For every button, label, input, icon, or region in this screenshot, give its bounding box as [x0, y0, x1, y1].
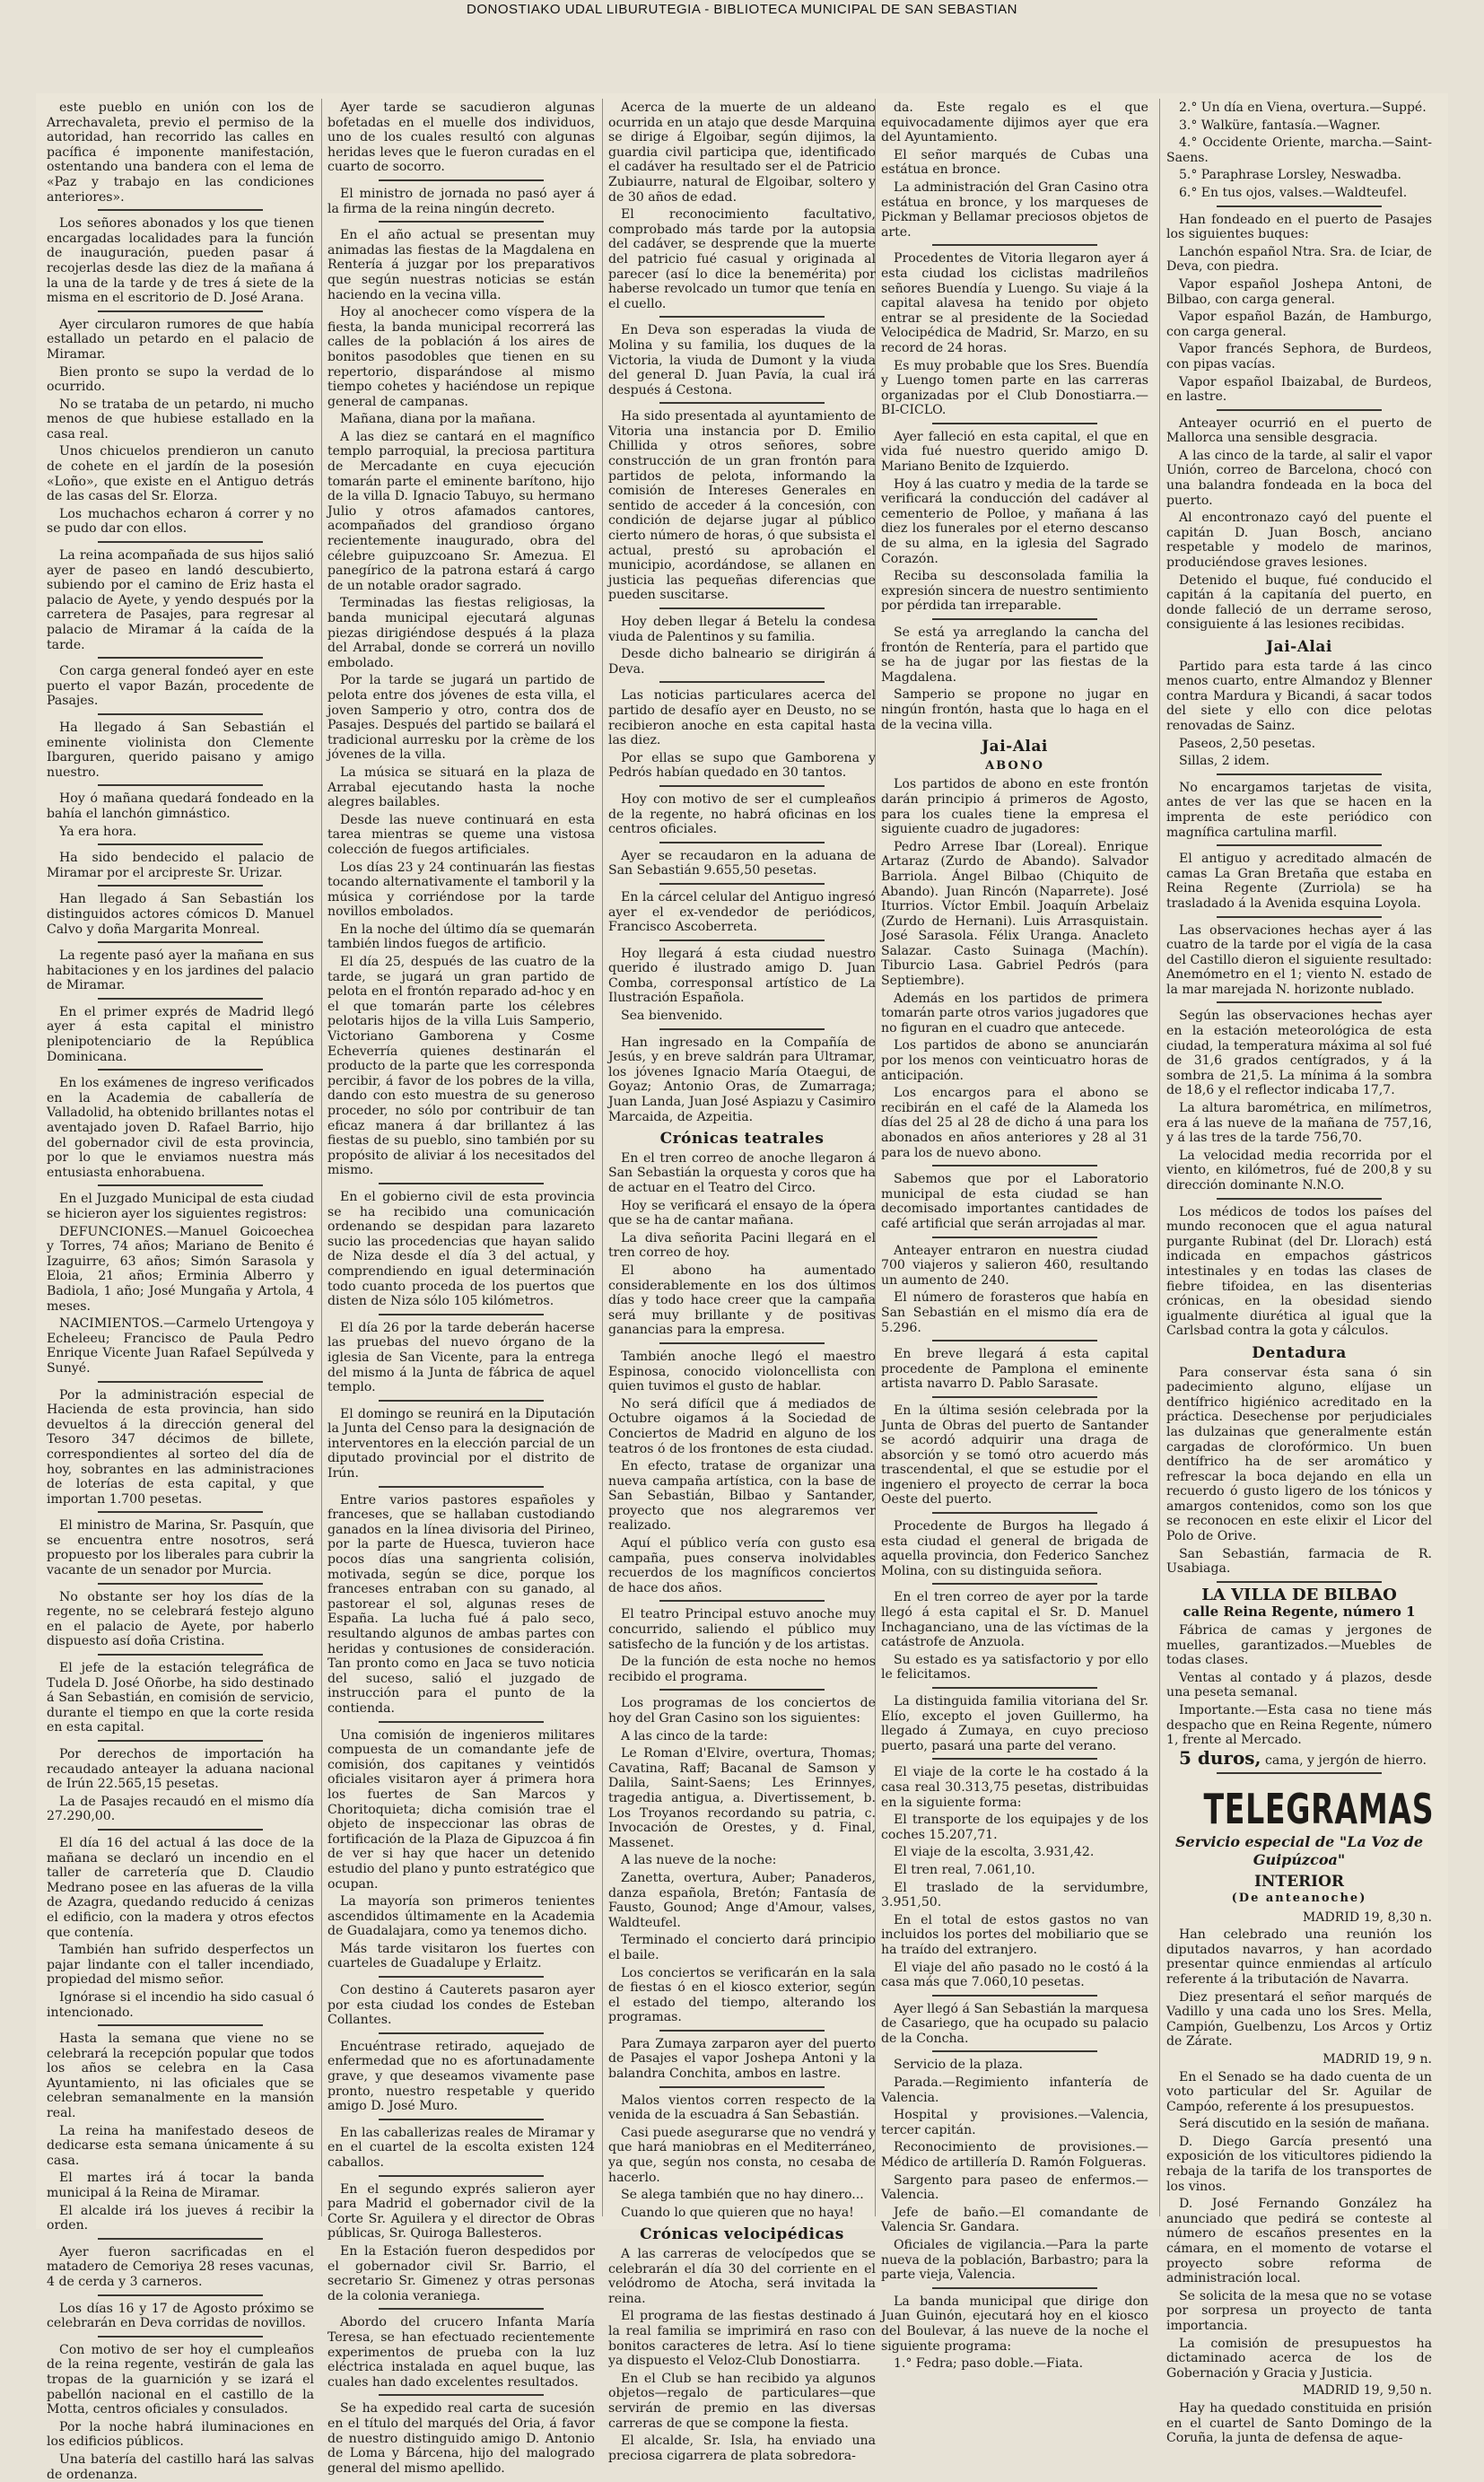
- separator: [932, 1512, 1098, 1514]
- separator: [932, 1995, 1098, 1997]
- paragraph: Más tarde visitaron los fuertes con cuarteles de Guadalupe y Erlaitz.: [327, 1941, 595, 1971]
- paragraph: Por ellas se supo que Gamborena y Pedrós habían quedado en 30 tantos.: [608, 750, 876, 781]
- paragraph: Con destino á Cauterets pasaron ayer por esta ciudad los condes de Esteban Collantes.: [327, 1983, 595, 2028]
- paragraph: Ha sido bendecido el palacio de Miramar por el arcipreste Sr. Urizar.: [47, 851, 314, 880]
- paragraph: La reina ha manifestado deseos de dedicarse esta semana únicamente á su casa.: [47, 2123, 314, 2168]
- paragraph: En la última sesión celebrada por la Junta de Obras del puerto de Santander se acordó adquirir una draga de absorción y se tomó otro acuerdo más trascendental, el que se estudie por el ingeniero el proyecto de cerrar la boca Oeste del puerto.: [881, 1403, 1148, 1508]
- ad-title: LA VILLA DE BILBAO: [1201, 1585, 1397, 1604]
- paragraph: Los partidos de abono en este frontón darán principio á primeros de Agosto, para los cuales tiene la empresa el siguiente cuadro de jugadores:: [881, 777, 1148, 837]
- paragraph: El programa de las fiestas destinado á la real familia se imprimirá en raso con bonitos caracteres de letra. Así lo tiene ya dispuesto el Veloz-Club Donostiarra.: [608, 2309, 876, 2369]
- paragraph: No obstante ser hoy los días de la regente, no se celebrará festejo alguno en el palacio de Ayete, por haberlo dispuesto así doña Cristina.: [47, 1589, 314, 1649]
- separator: [932, 244, 1098, 246]
- paragraph: La comisión de presupuestos ha dictaminado acerca de los de Gobernación y Gracia y Justicia.: [1166, 2336, 1432, 2381]
- paragraph: Los encargos para el abono se recibirán en el café de la Alameda los días del 25 al 28 de dicho á una para los abonados en años anteriores y 28 al 31 para los de nuevo abono.: [881, 1086, 1148, 1160]
- paragraph: Es muy probable que los Sres. Buendía y Luengo tomen parte en las carreras organizadas por el Club Donostiarra.—BI-CICLO.: [881, 358, 1148, 418]
- separator: [98, 784, 264, 786]
- paragraph: El alcalde, Sr. Isla, ha enviado una preciosa cigarrera de plata sobredora-: [608, 2434, 876, 2463]
- paragraph: El señor marqués de Cubas una estátua en bronce.: [881, 147, 1148, 178]
- separator: [379, 2119, 545, 2120]
- paragraph: El viaje del año pasado no le costó á la casa más que 7.060,10 pesetas.: [881, 1960, 1148, 1990]
- paragraph: En breve llegará á esta capital procedente de Pamplona el eminente artista navarro D. Pablo Sarasate.: [881, 1347, 1148, 1392]
- paragraph: En la noche del último día se quemarán también lindos fuegos de artificio.: [327, 922, 595, 952]
- paragraph: Hoy deben llegar á Betelu la condesa viuda de Palentinos y su familia.: [608, 615, 876, 644]
- section-heading: Jai-Alai: [1266, 638, 1332, 656]
- paragraph: Terminado el concierto dará principio el baile.: [608, 1933, 876, 1962]
- separator: [659, 2086, 825, 2088]
- program-item: 2.° Un día en Viena, overtura.—Suppé.: [1179, 101, 1427, 115]
- separator: [379, 179, 545, 181]
- paragraph: Los señores abonados y los que tienen encargadas localidades para la función de inauguración, pueden pasar á recojerlas desde las diez de la mañana á la una de la tarde y de tres á siete de la misma en el escritorio de D. José Arana.: [47, 216, 314, 306]
- paragraph: Hoy ó mañana quedará fondeado en la bahía el lanchón gimnástico.: [47, 791, 314, 821]
- paragraph: Desde dicho balneario se dirigirán á Deva.: [608, 647, 876, 677]
- separator: [1217, 409, 1382, 411]
- paragraph: Unos chicuelos prendieron un canuto de cohete en el jardín de la posesión «Loño», que existe en el Antiguo detrás de las casas del Sr. Elorza.: [47, 444, 314, 504]
- paragraph: Hoy á las cuatro y media de la tarde se verificará la conducción del cadáver al cementerio de Polloe, y mañana á las diez los funerales por el eterno descanso de su alma, en la iglesia del Sagrado Corazón.: [881, 476, 1148, 566]
- paragraph: Vapor español Bazán, de Hamburgo, con carga general.: [1166, 310, 1432, 339]
- paragraph: El alcalde irá los jueves á recibir la orden.: [47, 2203, 314, 2233]
- dateline: MADRID 19, 9,50 n.: [1302, 2383, 1432, 2399]
- paragraph: Paseos, 2,50 pesetas.: [1179, 736, 1316, 751]
- paragraph: En el total de estos gastos no van incluidos los portes del mobiliario que se ha traído del extranjero.: [881, 1912, 1148, 1957]
- paragraph: A las carreras de velocípedos que se celebrarán el día 30 del corriente en el velódromo de Atocha, será invitada la reina.: [608, 2247, 876, 2306]
- ad-subtitle: calle Reina Regente, número 1: [1183, 1604, 1416, 1621]
- separator: [98, 2238, 264, 2240]
- separator: [98, 1829, 264, 1831]
- paragraph: También anoche llegó el maestro Espinosa, conocido violoncellista con quien tuvimos el gusto de hablar.: [608, 1349, 876, 1394]
- paragraph: Servicio de la plaza.: [894, 2058, 1024, 2073]
- paragraph: En la Estación fueron despedidos por el gobernador civil Sr. Barrio, el secretario Sr. Gimenez y otras personas de la colonia veraniega.: [327, 2243, 595, 2303]
- telegrams-subsection: (De anteanoche): [1231, 1891, 1367, 1905]
- separator: [379, 221, 545, 223]
- paragraph: Vapor español Joshepa Antoni, de Bilbao, con carga general.: [1166, 276, 1432, 307]
- separator: [659, 1600, 825, 1602]
- paragraph: Han ingresado en la Compañía de Jesús, y en breve saldrán para Ultramar, los jóvenes Ignacio María Otaegui, de Goyaz; Antonio Oras, de Zumarraga; Juan Landa, Juan José Aspiazu y Casimiro Marcaida, de Azpeitia.: [608, 1035, 876, 1124]
- separator: [659, 939, 825, 941]
- paragraph: Vapor español Ibaizabal, de Burdeos, en lastre.: [1166, 374, 1432, 405]
- separator: [659, 1689, 825, 1691]
- paragraph: Procedentes de Vitoria llegaron ayer á esta ciudad los ciclistas madrileños señores Buendía y Luengo. Su viaje á la capital alavesa ha tenido por objeto entrar se al presidente de la Sociedad Velocipédica de Madrid, Sr. Marzo, en su record de 24 horas.: [881, 251, 1148, 355]
- paragraph: Mañana, diana por la mañana.: [340, 412, 536, 427]
- separator: [379, 2032, 545, 2034]
- paragraph: Reconocimiento de provisiones.—Médico de artillería D. Ramón Folgueras.: [881, 2140, 1148, 2171]
- paragraph: En el gobierno civil de esta provincia se ha recibido una comunicación ordenando se despidan para lazareto sucio las procedencias que hayan salido de Niza desde el día 3 del actual, y comprendiendo en igual determinación todo cuanto proceda de los puertos que disten de Niza sólo 105 kilómetros.: [327, 1189, 595, 1309]
- paragraph: La reina acompañada de sus hijos salió ayer de paseo en landó descubierto, subiendo por el camino de Eriz hasta el palacio de Ayete, y yendo después por la carretera de Pasajes, para regresar al palacio de Miramar á la caída de la tarde.: [47, 548, 314, 652]
- ad-price-rest: cama, y jergón de hierro.: [1265, 1752, 1427, 1768]
- paragraph: Oficiales de vigilancia.—Para la parte nueva de la población, Barbastro; para la parte vieja, Valencia.: [881, 2238, 1148, 2283]
- paragraph: Por la tarde se jugará un partido de pelota entre dos jóvenes de esta villa, el joven Samperio y otro, contra dos de Pasajes. Después del partido se bailará el tradicional aurresku por la crème de los jóvenes de la villa.: [327, 673, 595, 763]
- separator: [379, 1183, 545, 1184]
- paragraph: Los programas de los conciertos de hoy del Gran Casino son los siguientes:: [608, 1696, 876, 1726]
- separator: [932, 1583, 1098, 1585]
- paragraph: Ha sido presentada al ayuntamiento de Vitoria una instancia por D. Emilio Chillida y otros señores, sobre construcción de un gran frontón para partidos de pelota, informando la comisión de Intereses Generales en sentido de acceder á la concesión, con condición de dejarse jugar al público cierto número de horas, ó que subsista el actual, prestó su aprobación el municipio, acordándose, se allanen en justicia las pequeñas diferencias que pueden suscitarse.: [608, 409, 876, 603]
- paragraph: El reconocimiento facultativo, comprobado más tarde por la autopsia del cadáver, se desprende que la muerte del patricio fué casual y originada al parecer (así lo dice la benemérita) por haberse revolcado un tumor que tenía en el cuello.: [608, 207, 876, 311]
- paragraph: Detenido el buque, fué conducido el capitán á la capitanía del puerto, en donde falleció de un derrame seroso, consiguiente á las lesiones recibidas.: [1166, 572, 1432, 633]
- separator: [98, 209, 264, 211]
- paragraph: Con motivo de ser hoy el cumpleaños de la reina regente, vestirán de gala las tropas de la guarnición y se izará el pabellón nacional en el castillo de la Motta, centros oficiales y consulados.: [47, 2342, 314, 2417]
- column-rule: [321, 99, 322, 2216]
- paragraph: Procedente de Burgos ha llegado á esta ciudad el general de brigada de aquella provincia, don Federico Sanchez Molina, con su distinguida señora.: [881, 1519, 1148, 1578]
- separator: [98, 1583, 264, 1585]
- separator: [932, 423, 1098, 424]
- paragraph: Se está ya arreglando la cancha del frontón de Rentería, para el partido que se ha de jugar por las fiestas de la Magdalena.: [881, 625, 1148, 685]
- separator: [379, 2175, 545, 2177]
- paragraph: D. José Fernando González ha anunciado que pedirá se conteste al número de escaños presentes en la cámara, en el momento de votarse el proyecto sobre reforma de administración local.: [1166, 2197, 1432, 2286]
- separator: [98, 2336, 264, 2338]
- separator: [659, 1342, 825, 1344]
- paragraph: da. Este regalo es el que equivocadamente dijimos ayer que era del Ayuntamiento.: [881, 101, 1148, 145]
- column-rule: [602, 99, 603, 2216]
- paragraph: En efecto, tratase de organizar una nueva campaña artística, con la base de San Sebastián, Bilbao y Santander, proyecto que nos alegraremos ver realizado.: [608, 1459, 876, 1534]
- paragraph: Por la noche habrá iluminaciones en los edificios públicos.: [47, 2419, 314, 2450]
- separator: [98, 843, 264, 845]
- telegrams-subtitle: Servicio especial de "La Voz de Guipúzcoa": [1174, 1833, 1424, 1869]
- separator: [98, 941, 264, 943]
- paragraph: Los conciertos se verificarán en la sala de fiestas ó en el kiosco exterior, según el estado del tiempo, alterando los programas.: [608, 1965, 876, 2025]
- paragraph: Ayer fueron sacrificadas en el matadero de Cemoriya 28 reses vacunas, 4 de cerda y 3 carneros.: [47, 2244, 314, 2289]
- section-heading: Jai-Alai: [982, 738, 1048, 756]
- paragraph: DEFUNCIONES.—Manuel Goicoechea y Torres, 74 años; Mariano de Benito é Izaguirre, 63 años; Simón Sarasola y Eloia, 21 años; Erminia Alberro y Badiola, 1 año; José Mungaña y Artola, 4 meses.: [47, 1224, 314, 1314]
- paragraph: Hoy se verificará el ensayo de la ópera que se ha de cantar mañana.: [608, 1198, 876, 1228]
- paragraph: Ventas al contado y á plazos, desde una peseta semanal.: [1166, 1670, 1432, 1700]
- paragraph: Para Zumaya zarparon ayer del puerto de Pasajes el vapor Joshepa Antoni y la balandra Conchita, ambos en lastre.: [608, 2036, 876, 2082]
- paragraph: Una comisión de ingenieros militares compuesta de un comandante jefe de comisión, dos capitanes y veintidós oficiales visitaron ayer á primera hora los fuertes de San Marcos y Choritoquieta; dicha comisión trae el objeto de inspeccionar las obras de fortificación de la Plaza de Gipuzcoa á fin de ver si hay que hacer un detenido estudio del plano y punto estratégico que ocupan.: [327, 1727, 595, 1892]
- separator: [98, 2024, 264, 2026]
- paragraph: Hoy llegará á esta ciudad nuestro querido é ilustrado amigo D. Juan Comba, corresponsal artístico de La Ilustración Española.: [608, 946, 876, 1006]
- paragraph: La de Pasajes recaudó en el mismo día 27.290,00.: [47, 1794, 314, 1824]
- paragraph: El viaje de la escolta, 3.931,42.: [894, 1845, 1095, 1860]
- paragraph: Ayer llegó á San Sebastián la marquesa de Casariego, que ha ocupado su palacio de la Concha.: [881, 2001, 1148, 2046]
- column-2: [327, 101, 595, 2476]
- paragraph: El jefe de la estación telegráfica de Tudela D. José Oñorbe, ha sido destinado á San Sebastián, en comisión de servicio, durante el tiempo en que la corte resida en esta capital.: [47, 1661, 314, 1735]
- paragraph: Desde las nueve continuará en esta tarea mientras se queme una vistosa colección de fuegos artificiales.: [327, 812, 595, 857]
- paragraph: Ayer se recaudaron en la aduana de San Sebastián 9.655,50 pesetas.: [608, 848, 876, 878]
- separator: [98, 1654, 264, 1656]
- paragraph: NACIMIENTOS.—Carmelo Urtengoya y Echeleeu; Francisco de Paula Pedro Enrique Vicente Juan Rafael Sepúlveda y Sunyé.: [47, 1316, 314, 1376]
- ad-price: 5 duros,: [1179, 1746, 1261, 1769]
- separator: [659, 316, 825, 318]
- paragraph: También han sufrido desperfectos un pajar lindante con el taller incendiado, propiedad del mismo señor.: [47, 1943, 314, 1988]
- paragraph: Ayer falleció en esta capital, el que en vida fué nuestro querido amigo D. Mariano Benito de Izquierdo.: [881, 429, 1148, 475]
- paragraph: Malos vientos corren respecto de la venida de la escuadra á San Sebastián.: [608, 2093, 876, 2123]
- paragraph: Además en los partidos de primera tomarán parte otros varios jugadores que no figuran en el cuadro que antecede.: [881, 991, 1148, 1036]
- paragraph: Ayer circularon rumores de que había estallado un petardo en el palacio de Miramar.: [47, 317, 314, 362]
- column-3: [608, 101, 876, 2463]
- separator: [659, 785, 825, 787]
- separator: [1217, 205, 1382, 207]
- paragraph: Se alega también que no hay dinero...: [621, 2188, 864, 2203]
- section-heading: Crónicas velocipédicas: [640, 2225, 844, 2244]
- paragraph: D. Diego García presentó una exposición de los viticultores pidiendo la rebaja de la tarifa de los transportes de los vinos.: [1166, 2134, 1432, 2194]
- separator: [379, 1486, 545, 1488]
- dateline: MADRID 19, 9 n.: [1323, 2051, 1432, 2067]
- paragraph: Le Roman d'Elvire, overtura, Thomas; Cavatina, Raff; Bacanal de Samson y Dalila, Saint-Saens; Les Erinnyes, tragedia antigua, a. Divertissement, b. Los Troyanos recordando su patria, c. Invocación de Orestes, y d. Final, Massenet.: [608, 1746, 876, 1850]
- library-banner: DONOSTIAKO UDAL LIBURUTEGIA - BIBLIOTECA MUNICIPAL DE SAN SEBASTIAN: [467, 2, 1017, 17]
- section-heading: Dentadura: [1252, 1343, 1347, 1362]
- paragraph: Su estado es ya satisfactorio y por ello le felicitamos.: [881, 1652, 1148, 1682]
- paragraph: Al encontronazo cayó del puente el capitán D. Juan Bosch, anciano respetable y modelo de marinos, produciéndose graves lesiones.: [1166, 511, 1432, 571]
- paragraph: Hasta la semana que viene no se celebrará la recepción popular que todos los años se celebra en la Casa Ayuntamiento, ni las oficiales que se celebran semanalmente en la mansión real.: [47, 2032, 314, 2121]
- paragraph: El número de forasteros que había en San Sebastián en el mismo día era de 5.296.: [881, 1290, 1148, 1335]
- paragraph: Con carga general fondeó ayer en este puerto el vapor Bazán, procedente de Pasajes.: [47, 664, 314, 709]
- player-roster: Pedro Arrese Ibar (Loreal). Enrique Artaraz (Zurdo de Abando). Salvador Barriola. Ángel Bilbao (Chiquito de Abando). Juan Rincón (Naparrete). José Iturrios. Víctor Embil. Joaquín Arbelaiz (Zurdo de Hernani). Luis Arrasquistain. José Sarasola. Félix Uranga. Anacleto Salazar. Casto Suinaga (Machín). Tiburcio Lasa. Gabriel Pedrós (para Septiembre).: [881, 839, 1148, 989]
- paragraph: La música se situará en la plaza de Arrabal ejecutando hasta la noche alegres bailables.: [327, 765, 595, 810]
- paragraph: En el primer exprés de Madrid llegó ayer á esta capital el ministro plenipotenciario de la República Dominicana.: [47, 1004, 314, 1064]
- paragraph: Según las observaciones hechas ayer en la estación meteorológica de esta ciudad, la temperatura máxima al sol fué de 31,6 grados centígrados, y á la sombra de 21,5. La mínima á la sombra de 18,6 y el reflector indicaba 17,7.: [1166, 1009, 1432, 1098]
- paragraph: No se trataba de un petardo, ni mucho menos de que hubiese estallado en la casa real.: [47, 397, 314, 441]
- separator: [98, 310, 264, 312]
- paragraph: Entre varios pastores españoles y franceses, que se hallaban custodiando ganados en la línea divisoria del Pirineo, por la parte de Huesca, tuvieron hace pocos días una sangrienta colisión, motivada, según se dice, porque los franceses entraban con su ganado, al pastorear el sol, algunas reses de España. La lucha fué á palo seco, resultando algunos de ambas partes con heridas y contusiones de consideración. Tan pronto como en Jaca se tuvo noticia del suceso, salió el juzgado de instrucción para el punto de la contienda.: [327, 1492, 595, 1716]
- paragraph: Diez presentará el señor marqués de Vadillo y una cada uno los Sres. Mella, Campión, Guelbenzu, Los Arcos y Ortiz de Zárate.: [1166, 1989, 1432, 2049]
- paragraph: El día 25, después de las cuatro de la tarde, se jugará un gran partido de pelota en el frontón reparado ad-hoc y en el que tomarán parte los célebres pelotaris hijos de la villa Luis Samperio, Victoriano Gamborena y Cosme Echeverría quienes destinarán el producto de la parte que les corresponda percibir, á favor de los pobres de la villa, dando con esto muestra de su generoso proceder, no sólo por contribuir de tan eficaz manera á dar brillantez á las fiestas de su pueblo, sino también por su propósito de aliviar á los necesitados del mismo.: [327, 955, 595, 1178]
- paragraph: En el año actual se presentan muy animadas las fiestas de la Magdalena en Rentería á juzgar por los preparativos que según nuestras noticias se están haciendo en la vecina villa.: [327, 228, 595, 302]
- separator: [1217, 916, 1382, 918]
- dateline: MADRID 19, 8,30 n.: [1302, 1910, 1432, 1925]
- section-heading: Crónicas teatrales: [659, 1130, 825, 1149]
- telegrams-title: TELEGRAMAS: [1203, 1785, 1435, 1834]
- separator: [1217, 773, 1382, 775]
- paragraph: Fábrica de camas y jergones de muelles, garantizados.—Muebles de todas clases.: [1166, 1623, 1432, 1668]
- separator: [932, 1758, 1098, 1760]
- paragraph: En los exámenes de ingreso verificados en la Academia de caballería de Valladolid, ha obtenido brillantes notas el aventajado joven D. Rafael Barrio, hijo del gobernador civil de esta provincia, por lo que le enviamos nuestra más entusiasta enhorabuena.: [47, 1076, 314, 1180]
- paragraph: El traslado de la servidumbre, 3.951,50.: [881, 1880, 1148, 1910]
- telegrams-masthead: [1166, 1785, 1435, 1869]
- paragraph: El viaje de la corte le ha costado á la casa real 30.313,75 pesetas, distribuidas en la siguiente forma:: [881, 1765, 1148, 1810]
- paragraph: Los días 16 y 17 de Agosto próximo se celebrarán en Deva corridas de novillos.: [47, 2301, 314, 2331]
- separator: [98, 885, 264, 887]
- program-item: 3.° Walküre, fantasía.—Wagner.: [1179, 118, 1381, 133]
- paragraph: Ya era hora.: [59, 824, 137, 839]
- separator: [659, 402, 825, 404]
- program-item: 4.° Occidente Oriente, marcha.—Saint-Saens.: [1166, 135, 1432, 165]
- separator: [932, 1396, 1098, 1398]
- paragraph: Reciba su desconsolada familia la expresión sincera de nuestro sentimiento por pérdida tan irreparable.: [881, 569, 1148, 614]
- paragraph: El antiguo y acreditado almacén de camas La Gran Bretaña que estaba en Reina Regente (Zurriola) se ha trasladado á la Avenida esquina Loyola.: [1166, 852, 1432, 911]
- paragraph: La velocidad media recorrida por el viento, en kilómetros, fué de 200,8 y su dirección dominante N.N.O.: [1166, 1148, 1432, 1193]
- column-5: [1166, 101, 1435, 2446]
- paragraph: La diva señorita Pacini llegará en el tren correo de hoy.: [608, 1230, 876, 1261]
- paragraph: Por derechos de importación ha recaudado anteayer la aduana nacional de Irún 22.565,15 pesetas.: [47, 1747, 314, 1792]
- paragraph: De la función de esta noche no hemos recibido el programa.: [608, 1655, 876, 1684]
- paragraph: El domingo se reunirá en la Diputación la Junta del Censo para la designación de interventores en la elección parcial de un diputado provincial por el distrito de Irún.: [327, 1406, 595, 1481]
- paragraph: La administración del Gran Casino otra estátua en bronce, y los marqueses de Pickman y Bellamar preciosos objetos de arte.: [881, 179, 1148, 240]
- paragraph: Acerca de la muerte de un aldeano ocurrida en un atajo que desde Marquina se dirige á Elgoibar, según dijimos, la guardia civil participa que, identificado el cadáver ha resultado ser el de Patricio Zubiaurre, natural de Elgoibar, soltero y de 30 años de edad.: [608, 101, 876, 205]
- separator: [659, 2030, 825, 2032]
- paragraph: este pueblo en unión con los de Arrechavaleta, previo el permiso de la autoridad, han recorrido las calles en pacífica é imponente manifestación, ostentando una bandera con el lema de «Paz y trabajo en las condiciones anteriores».: [47, 101, 314, 205]
- paragraph: El ministro de jornada no pasó ayer á la firma de la reina ningún decreto.: [327, 186, 595, 216]
- paragraph: En las caballerizas reales de Miramar y en el cuartel de la escolta existen 124 caballos.: [327, 2125, 595, 2170]
- paragraph: Sillas, 2 idem.: [1179, 754, 1270, 769]
- paragraph: Samperio se propone no jugar en ningún frontón, hasta que lo haga en el de la vecina villa.: [881, 687, 1148, 732]
- paragraph: Anteayer ocurrió en el puerto de Mallorca una sensible desgracia.: [1166, 415, 1432, 446]
- paragraph: En el Club se han recibido ya algunos objetos—regalo de particulares—que servirán de premio en las diversas carreras de que se compone la fiesta.: [608, 2371, 876, 2431]
- paragraph: Importante.—Esta casa no tiene más despacho que en Reina Regente, número 1, frente al Mercado.: [1166, 1703, 1432, 1748]
- paragraph: Vapor francés Sephora, de Burdeos, con pipas vacías.: [1166, 342, 1432, 371]
- paragraph: El martes irá á tocar la banda municipal á la Reina de Miramar.: [47, 2171, 314, 2201]
- paragraph: A las cinco de la tarde, al salir el vapor Unión, correo de Barcelona, chocó con una balandra fondeada en la boca del puerto.: [1166, 448, 1432, 508]
- paragraph: Los partidos de abono se anunciarán por los menos con veinticuatro horas de anticipación.: [881, 1038, 1148, 1083]
- paragraph: Para conservar ésta sana ó sin padecimiento alguno, elíjase un dentífrico higiénico acreditado en la práctica. Desechense por perjudiciales las dulzainas que generalmente están cargadas de clorofórmico. Un buen dentífrico ha de ser aromático y refrescar la boca dejando en ella un recuerdo ó gusto ligero de los tónicos y amargos contenidos, como son los que se reconocen en este elixir el Licor del Polo de Orive.: [1166, 1365, 1432, 1544]
- paragraph: Zanetta, overtura, Auber; Panaderos, danza española, Bretón; Fantasía de Fausto, Gounod; Ange d'Amour, valses, Waldteufel.: [608, 1870, 876, 1930]
- separator: [98, 657, 264, 659]
- paragraph: Sargento para paseo de enfermos.—Valencia.: [881, 2172, 1148, 2203]
- separator: [659, 1028, 825, 1030]
- column-1: [47, 101, 314, 2482]
- paragraph: Los muchachos echaron á correr y no se pudo dar con ellos.: [47, 506, 314, 537]
- paragraph: En el tren correo de anoche llegaron á San Sebastián la orquesta y coros que ha de actuar en el Teatro del Circo.: [608, 1150, 876, 1195]
- paragraph: Ignórase si el incendio ha sido casual ó intencionado.: [47, 1989, 314, 2020]
- paragraph: El abono ha aumentado considerablemente en los dos últimos días y todo hace creer que la campaña será muy brillante y de positivas ganancias para la empresa.: [608, 1263, 876, 1338]
- paragraph: Los médicos de todos los países del mundo reconocen que el agua natural purgante Rubinat (del Dr. Llorach) está indicada en empachos gástricos intestinales y en todas las clases de fiebre tifoidea, en las disenterias crónicas, en la obesidad siendo igualmente diurética al igual que la Carlsbad contra la gota y cálculos.: [1166, 1204, 1432, 1339]
- paragraph: Sea bienvenido.: [621, 1009, 723, 1024]
- paragraph: Han fondeado en el puerto de Pasajes los siguientes buques:: [1166, 212, 1432, 242]
- paragraph: Terminadas las fiestas religiosas, la banda municipal ejecutará algunas piezas dirigiéndose después á la plaza del Arrabal, donde se correrá un novillo embolado.: [327, 596, 595, 670]
- paragraph: Por la administración especial de Hacienda de esta provincia, han sido devueltos á la dirección general del Tesoro 347 décimos de billete, correspondientes al sorteo del día de hoy, sobrantes en las administraciones de loterías de esta capital, y que importan 1.700 pesetas.: [47, 1387, 314, 1507]
- paragraph: Abordo del crucero Infanta María Teresa, se han efectuado recientemente experimentos de prueba con la luz eléctrica instalada en aquel buque, las cuales han dado excelentes resultados.: [327, 2315, 595, 2390]
- separator: [98, 541, 264, 543]
- paragraph: Las noticias particulares acerca del partido de desafío ayer en Deusto, no se recibieron anoche en esta capital hasta las diez.: [608, 688, 876, 748]
- paragraph: Ayer tarde se sacudieron algunas bofetadas en el muelle dos individuos, uno de los cuales resultó con algunas heridas leves que le fueron curadas en el cuarto de socorro.: [327, 101, 595, 175]
- separator: [98, 998, 264, 1000]
- separator: [1217, 1581, 1382, 1583]
- paragraph: Aquí el público vería con gusto esa campaña, pues conserva inolvidables recuerdos de los magníficos conciertos de hace dos años.: [608, 1536, 876, 1595]
- separator: [98, 713, 264, 715]
- paragraph: Han llegado á San Sebastián los distinguidos actores cómicos D. Manuel Calvo y doña Margarita Monreal.: [47, 892, 314, 937]
- separator: [1217, 1198, 1382, 1200]
- paragraph: La altura barométrica, en milímetros, era á las nueve de la mañana de 757,16, y á las tres de la tarde 756,70.: [1166, 1101, 1432, 1146]
- paragraph: En Deva son esperadas la viuda de Molina y su familia, los duques de la Victoria, la viuda de Dumont y la viuda del general D. Juan Pavía, la cual irá después á Cestona.: [608, 323, 876, 398]
- paragraph: No encargamos tarjetas de visita, antes de ver las que se hacen en la imprenta de este periódico con magnífica cartulina marfil.: [1166, 780, 1432, 840]
- program-item: 6.° En tus ojos, valses.—Waldteufel.: [1179, 185, 1408, 200]
- paragraph: Cuando lo que quieren que no haya!: [621, 2205, 854, 2220]
- paragraph: Jefe de baño.—El comandante de Valencia Sr. Gandara.: [881, 2205, 1148, 2235]
- paragraph: Encuéntrase retirado, aquejado de enfermedad que no es afortunadamente grave, y que deseamos vivamente pase pronto, nuestro respetable y querido amigo D. José Muro.: [327, 2039, 595, 2114]
- telegrams-section: INTERIOR: [1253, 1873, 1345, 1892]
- paragraph: Las observaciones hechas ayer á las cuatro de la tarde por el vigía de la casa del Castillo dieron el siguiente resultado: Anemómetro en el 1; viento N. estado de la mar marejada N. horizonte nublado.: [1166, 922, 1432, 997]
- paragraph: A las cinco de la tarde:: [621, 1728, 768, 1744]
- separator: [98, 1184, 264, 1186]
- paragraph: Han celebrado una reunión los diputados navarros, y han acordado presentar quince enmiendas al artículo referente á la tributación de Navarra.: [1166, 1927, 1432, 1987]
- paragraph: En el tren correo de ayer por la tarde llegó á esta capital el Sr. D. Manuel Inchaganciano, una de las víctimas de la catástrofe de Anzuola.: [881, 1590, 1148, 1650]
- paragraph: El día 26 por la tarde deberán hacerse las pruebas del nuevo órgano de la iglesia de San Vicente, para la entrega del mismo á la Junta de fábrica de aquel templo.: [327, 1320, 595, 1395]
- separator: [1217, 1772, 1382, 1774]
- paragraph: A las diez se cantará en el magnífico templo parroquial, la preciosa partitura de Mercadante en cuya ejecución tomarán parte el eminente barítono, hijo de la villa D. Ignacio Tabuyo, su hermano Julio y otros afamados cantores, acompañados del grandioso órgano recientemente inaugurado, obra del célebre guipuzcoano Sr. Amezua. El panegírico de la patrona estará á cargo de un notable orador sagrado.: [327, 429, 595, 593]
- separator: [659, 681, 825, 683]
- paragraph: Hospital y provisiones.—Valencia, tercer capitán.: [881, 2108, 1148, 2137]
- separator: [932, 2287, 1098, 2289]
- separator: [932, 618, 1098, 620]
- paragraph: Parada.—Regimiento infantería de Valencia.: [881, 2076, 1148, 2105]
- separator: [379, 1400, 545, 1402]
- separator: [379, 2394, 545, 2396]
- paragraph: Hay ha quedado constituida en prisión en el cuartel de Santo Domingo de la Coruña, la junta de defensa de aque-: [1166, 2400, 1432, 2446]
- paragraph: Lanchón español Ntra. Sra. de Iciar, de Deva, con piedra.: [1166, 244, 1432, 275]
- paragraph: Ha llegado á San Sebastián el eminente violinista don Clemente Ibarguren, querido paisano y amigo nuestro.: [47, 720, 314, 780]
- paragraph: La mayoría son primeros tenientes ascendidos últimamente en la Academia de Guadalajara, como ya tenemos dicho.: [327, 1894, 595, 1939]
- paragraph: Partido para esta tarde á las cinco menos cuarto, entre Almandoz y Blenner contra Mardura y Bicandi, á sacar todos del siete y ello con dice pelotas renovadas de Sainz.: [1166, 659, 1432, 733]
- paragraph: El tren real, 7.061,10.: [894, 1862, 1035, 1877]
- separator: [379, 1976, 545, 1978]
- paragraph: La regente pasó ayer la mañana en sus habitaciones y en los jardines del palacio de Miramar.: [47, 948, 314, 993]
- paragraph: La banda municipal que dirige don Juan Guinón, ejecutará hoy en el kiosco del Boulevar, á las nueve de la noche el siguiente programa:: [881, 2294, 1148, 2354]
- paragraph: Hoy al anochecer como víspera de la fiesta, la banda municipal recorrerá las calles de la población á los aires de bonitos pasodobles que tienen en su repertorio, disparándose al mismo tiempo cohetes y haciéndose un repique general de campanas.: [327, 305, 595, 409]
- paragraph: No será difícil que á mediados de Octubre oigamos á la Sociedad de Conciertos de Madrid en alguno de los teatros ó de los frontones de esta ciudad.: [608, 1396, 876, 1456]
- separator: [659, 607, 825, 609]
- paragraph: En el Juzgado Municipal de esta ciudad se hicieron ayer los siguientes registros:: [47, 1192, 314, 1221]
- paragraph: En el segundo exprés salieron ayer para Madrid el gobernador civil de la Corte Sr. Aguilera y el director de Obras públicas, Sr. Quiroga Ballesteros.: [327, 2181, 595, 2242]
- paragraph: Bien pronto se supo la verdad de lo ocurrido.: [47, 364, 314, 395]
- separator: [379, 1314, 545, 1315]
- separator: [379, 1721, 545, 1723]
- separator: [932, 1687, 1098, 1689]
- paragraph: Se ha expedido real carta de sucesión en el título del marqués del Oria, á favor de nuestro distinguido amigo D. Antonio de Loma y Bárcena, hijo del malogrado general del mismo apellido.: [327, 2401, 595, 2476]
- separator: [659, 883, 825, 885]
- separator: [98, 1511, 264, 1513]
- paragraph: En el Senado se ha dado cuenta de un voto particular del Sr. Aguilar de Campóo, referente á los presupuestos.: [1166, 2069, 1432, 2114]
- ad-price-line: [1166, 1746, 1432, 1769]
- separator: [932, 1237, 1098, 1238]
- paragraph: El teatro Principal estuvo anoche muy concurrido, saliendo el público muy satisfecho de la función y de los artistas.: [608, 1607, 876, 1652]
- separator: [1217, 1001, 1382, 1003]
- separator: [932, 2050, 1098, 2052]
- paragraph: A las nueve de la noche:: [621, 1853, 777, 1868]
- paragraph: El día 16 del actual á las doce de la mañana se declaró un incendio en el taller de carretería que D. Claudio Medrano posee en las afueras de la villa de Azagra, quedando reducido á cenizas el edificio, con la madera y otros efectos que contenía.: [47, 1835, 314, 1940]
- paragraph: En la cárcel celular del Antiguo ingresó ayer el ex-vendedor de periódicos, Francisco Ascoberreta.: [608, 889, 876, 935]
- separator: [932, 1340, 1098, 1342]
- paragraph: San Sebastián, farmacia de R. Usabiaga.: [1166, 1546, 1432, 1577]
- separator: [98, 1740, 264, 1742]
- paragraph: El transporte de los equipajes y de los coches 15.207,71.: [881, 1813, 1148, 1842]
- separator: [98, 1381, 264, 1383]
- paragraph: Será discutido en la sesión de mañana.: [1179, 2117, 1430, 2132]
- paragraph: Los días 23 y 24 continuarán las fiestas tocando alternativamente el tamboril y la música y corriéndose por la tarde novillos embolados.: [327, 860, 595, 920]
- paragraph: Casi puede asegurarse que no vendrá y que hará maniobras en el Mediterráneo, ya que, según nos consta, no cesaba de hacerlo.: [608, 2125, 876, 2185]
- separator: [1217, 844, 1382, 846]
- separator: [659, 842, 825, 843]
- paragraph: Hoy con motivo de ser el cumpleaños de la regente, no habrá oficinas en los centros oficiales.: [608, 791, 876, 837]
- program-item: 5.° Paraphrase Lorsley, Neswadba.: [1179, 168, 1402, 183]
- paragraph: Anteayer entraron en nuestra ciudad 700 viajeros y salieron 460, resultando un aumento de 240.: [881, 1243, 1148, 1288]
- paragraph: Se solicita de la mesa que no se votase por sorpresa un proyecto de tanta importancia.: [1166, 2288, 1432, 2333]
- separator: [932, 1165, 1098, 1167]
- section-subheading: ABONO: [985, 758, 1044, 773]
- paragraph: Sabemos que por el Laboratorio municipal de esta ciudad se han decomisado importantes cantidades de café artificial que serán arrojadas al mar.: [881, 1172, 1148, 1231]
- separator: [98, 1069, 264, 1071]
- paragraph: Una batería del castillo hará las salvas de ordenanza.: [47, 2451, 314, 2482]
- program-item: 1.° Fedra; paso doble.—Fiata.: [894, 2356, 1084, 2372]
- column-rule: [1159, 99, 1160, 2216]
- separator: [98, 2294, 264, 2296]
- column-4: [881, 101, 1148, 2372]
- separator: [379, 2308, 545, 2310]
- paragraph: La distinguida familia vitoriana del Sr. Elío, excepto el joven Guillermo, ha llegado á Zumaya, en cuyo precioso puerto, pasará una parte del verano.: [881, 1694, 1148, 1753]
- paragraph: El ministro de Marina, Sr. Pasquín, que se encuentra entre nosotros, será propuesto por los liberales para cubrir la vacante de un senador por Murcia.: [47, 1518, 314, 1578]
